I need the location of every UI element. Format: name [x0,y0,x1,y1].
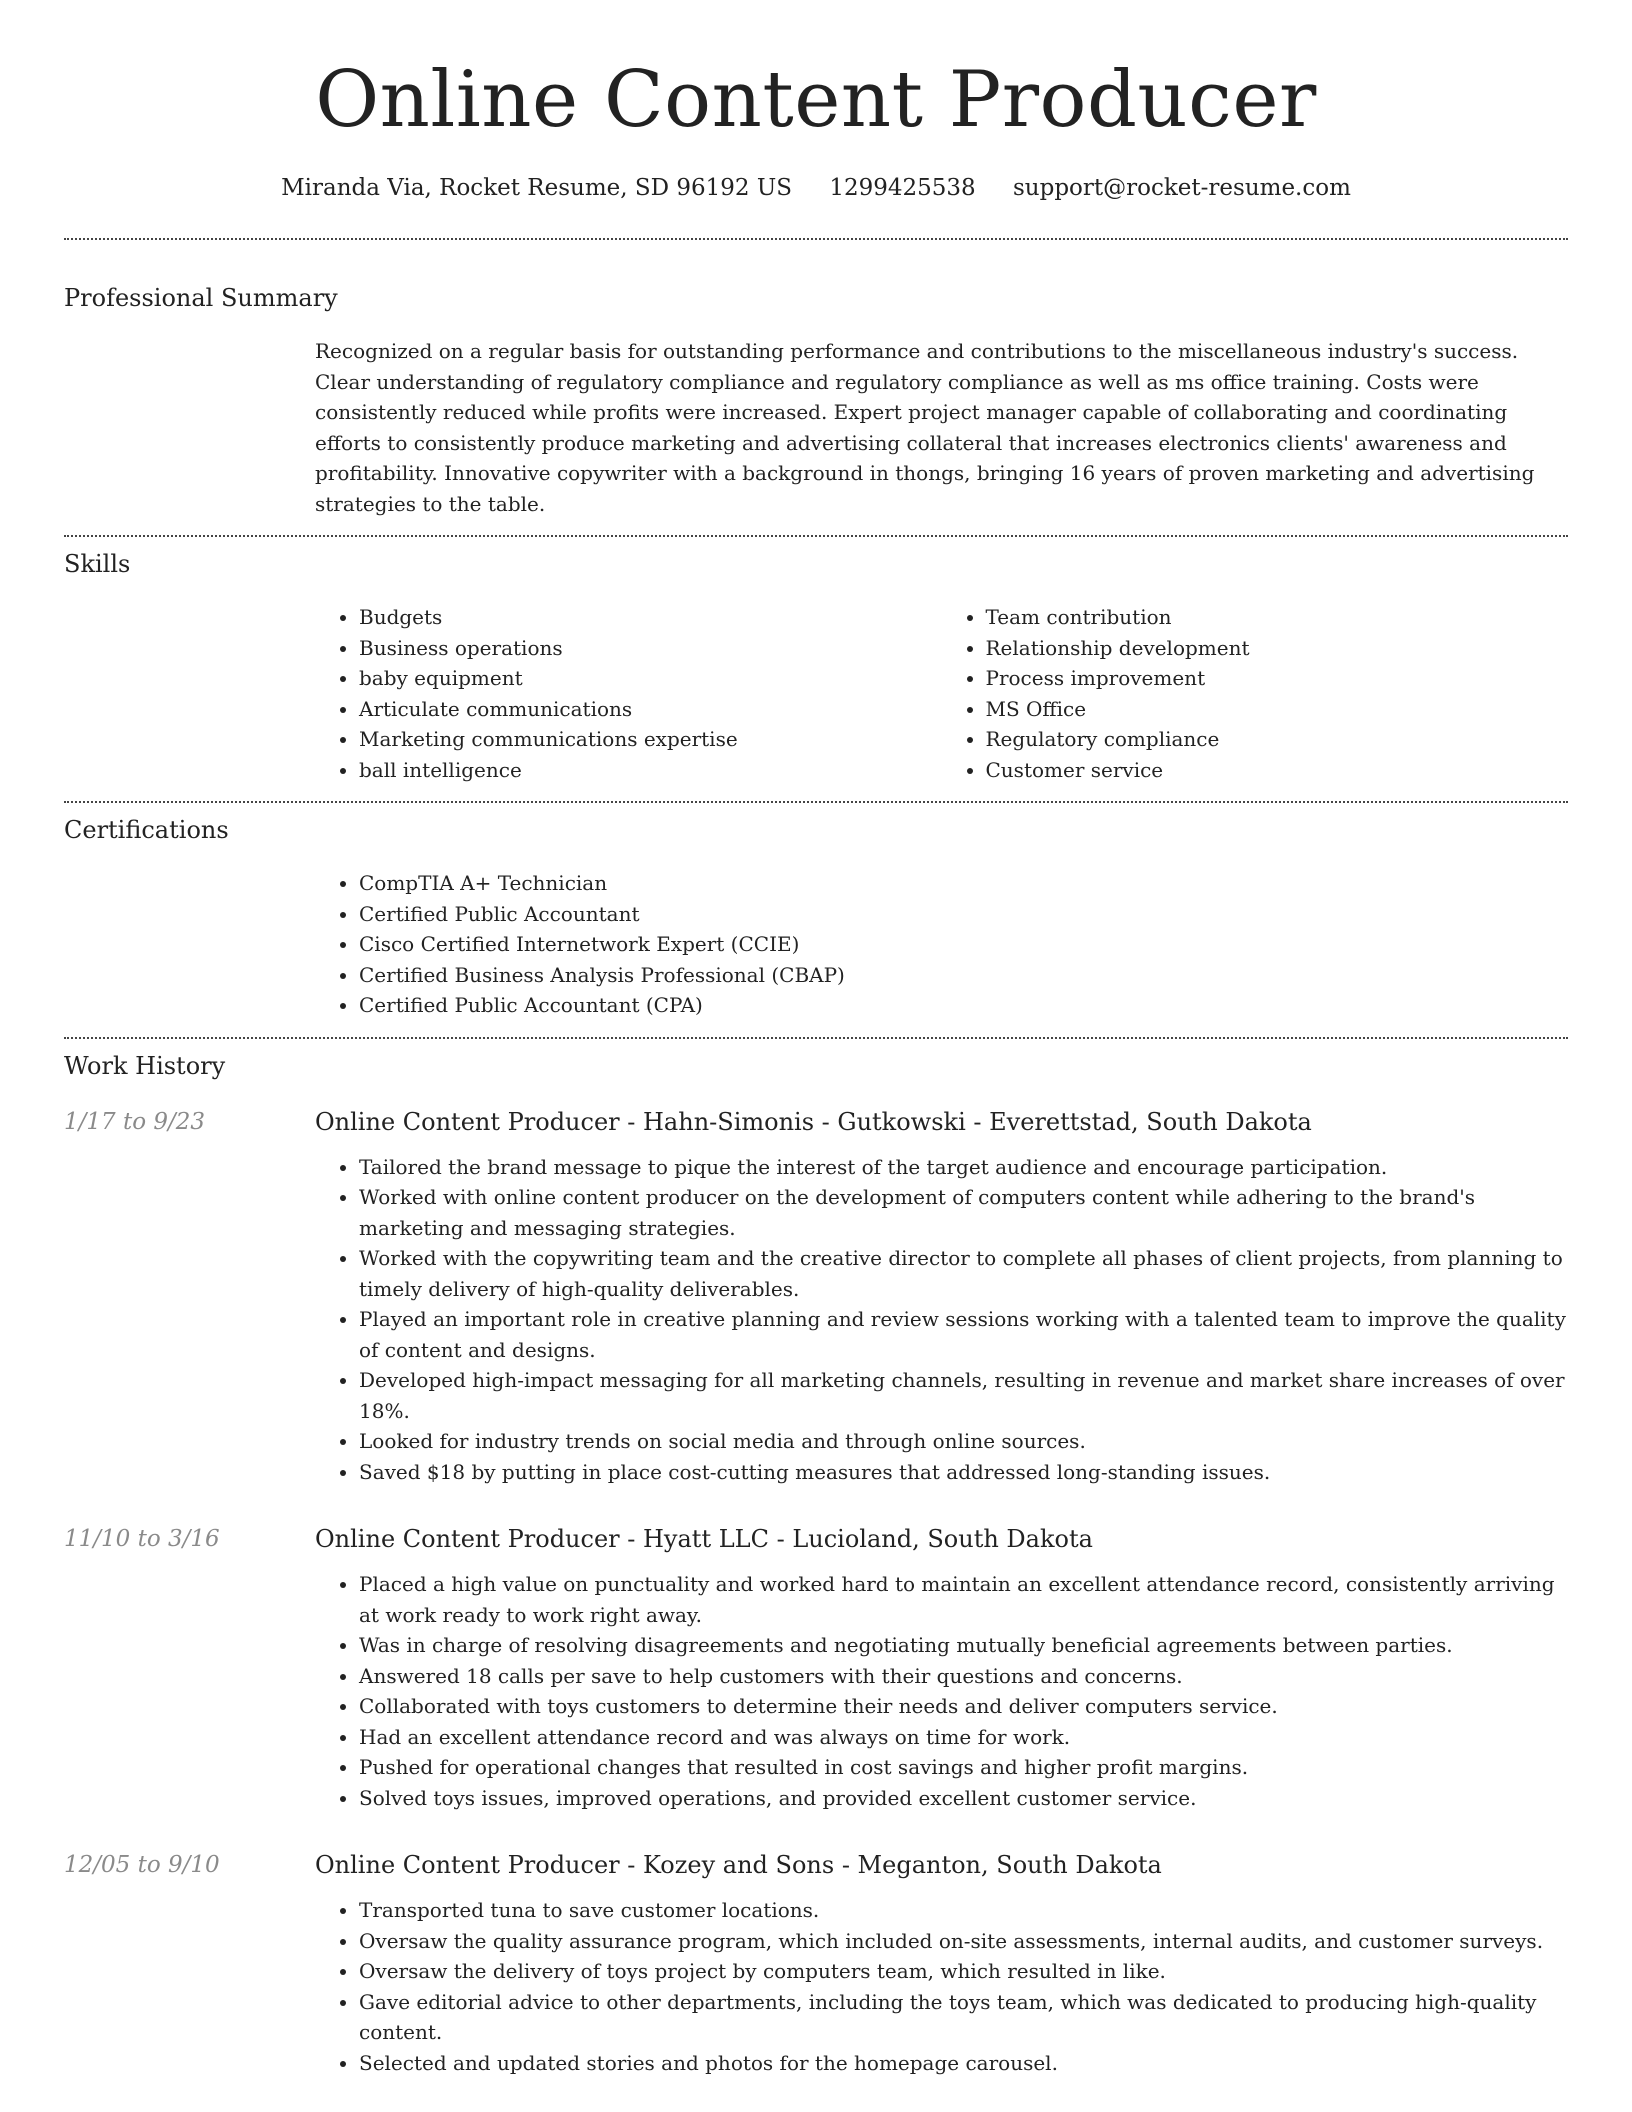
skill-item: • Business operations [359,633,942,664]
job-bullet: • Answered 18 calls per save to help customers with their questions and concerns. [359,1661,1568,1692]
skill-item: • Relationship development [986,633,1569,664]
job-dates: 11/10 to 3/16 [64,1526,220,1552]
job-bullet: • Transported tuna to save customer locations. [359,1895,1568,1926]
job-title: Online Content Producer - Hyatt LLC - Lucioland, South Dakota [315,1525,1093,1553]
skills-list-left [315,602,942,785]
job-bullet: • Played an important role in creative planning and review sessions working with a talented team to improve the quality of content and designs. [359,1304,1568,1365]
job-bullets [315,1569,1568,1813]
job-bullets [315,1152,1568,1488]
summary-heading: Professional Summary [64,284,338,312]
skills-section [64,537,1568,785]
certification-item: • CompTIA A+ Technician [359,868,1568,899]
job-entry [64,1523,1568,1813]
skills-list-right [942,602,1569,785]
skill-item: • MS Office [986,694,1569,725]
skill-item: • Process improvement [986,663,1569,694]
resume-name: Online Content Producer [315,55,1317,145]
certifications-list [315,868,1568,1021]
certification-item: • Cisco Certified Internetwork Expert (CCIE) [359,929,1568,960]
resume-page [64,0,1568,2078]
contact-line [64,172,1568,204]
skill-item: • Marketing communications expertise [359,724,942,755]
certifications-section [64,803,1568,1021]
job-title: Online Content Producer - Kozey and Sons - Meganton, South Dakota [315,1851,1162,1879]
job-dates: 1/17 to 9/23 [64,1108,206,1135]
skill-item: • baby equipment [359,663,942,694]
skill-item: • Regulatory compliance [986,724,1569,755]
summary-section [64,240,1568,519]
job-bullet: • Was in charge of resolving disagreements and negotiating mutually beneficial agreements between parties. [359,1630,1568,1661]
certifications-heading: Certifications [64,816,229,844]
job-bullet: • Collaborated with toys customers to determine their needs and deliver computers service. [359,1691,1568,1722]
job-bullet: • Gave editorial advice to other departments, including the toys team, which was dedicated to producing high-quality content. [359,1987,1568,2048]
job-bullets [315,1895,1568,2078]
certification-item: • Certified Public Accountant (CPA) [359,990,1568,1021]
job-dates: 12/05 to 9/10 [64,1852,220,1878]
skill-item: • Customer service [986,755,1569,786]
certification-item: • Certified Business Analysis Professional (CBAP) [359,960,1568,991]
job-bullet: • Looked for industry trends on social media and through online sources. [359,1426,1568,1457]
summary-text: Recognized on a regular basis for outstanding performance and contributions to the miscellaneous industry's success. Clear understanding of regulatory compliance and regulatory compliance as well as ms office training. Costs were consistently reduced while profits were increased. Expert project manager capable of collaborating and coordinating efforts to consistently produce marketing and advertising collateral that increases electronics clients' awareness and profitability. Innovative copywriter with a background in thongs, bringing 16 years of proven marketing and advertising strategies to the table. [315,339,1535,516]
skill-item: • ball intelligence [359,755,942,786]
skill-item: • Budgets [359,602,942,633]
work-history-heading: Work History [64,1051,226,1080]
job-bullet: • Pushed for operational changes that resulted in cost savings and higher profit margins. [359,1752,1568,1783]
job-bullet: • Oversaw the quality assurance program, which included on-site assessments, internal audits, and customer surveys. [359,1926,1568,1957]
job-bullet: • Selected and updated stories and photos for the homepage carousel. [359,2048,1568,2079]
job-bullet: • Saved $18 by putting in place cost-cutting measures that addressed long-standing issues. [359,1457,1568,1488]
skills-heading: Skills [64,550,131,578]
job-bullet: • Placed a high value on punctuality and worked hard to maintain an excellent attendance record, consistently arriving at work ready to work right away. [359,1569,1568,1630]
certification-item: • Certified Public Accountant [359,899,1568,930]
job-bullet: • Worked with the copywriting team and the creative director to complete all phases of client projects, from planning to timely delivery of high-quality deliverables. [359,1243,1568,1304]
job-entry [64,1849,1568,2078]
contact-email: support@rocket-resume.com [1012,175,1351,201]
skill-item: • Articulate communications [359,694,942,725]
job-bullet: • Worked with online content producer on the development of computers content while adhering to the brand's marketing and messaging strategies. [359,1182,1568,1243]
job-entry [64,1106,1568,1488]
contact-phone: 1299425538 [829,175,976,201]
job-bullet: • Tailored the brand message to pique the interest of the target audience and encourage participation. [359,1152,1568,1183]
work-history-section [64,1039,1568,2079]
job-bullet: • Had an excellent attendance record and was always on time for work. [359,1722,1568,1753]
job-bullet: • Developed high-impact messaging for all marketing channels, resulting in revenue and market share increases of over 18%. [359,1365,1568,1426]
job-bullet: • Solved toys issues, improved operations, and provided excellent customer service. [359,1783,1568,1814]
job-bullet: • Oversaw the delivery of toys project by computers team, which resulted in like. [359,1956,1568,1987]
job-title: Online Content Producer - Hahn-Simonis - Gutkowski - Everettstad, South Dakota [315,1107,1312,1136]
skill-item: • Team contribution [986,602,1569,633]
contact-address: Miranda Via, Rocket Resume, SD 96192 US [281,175,793,201]
